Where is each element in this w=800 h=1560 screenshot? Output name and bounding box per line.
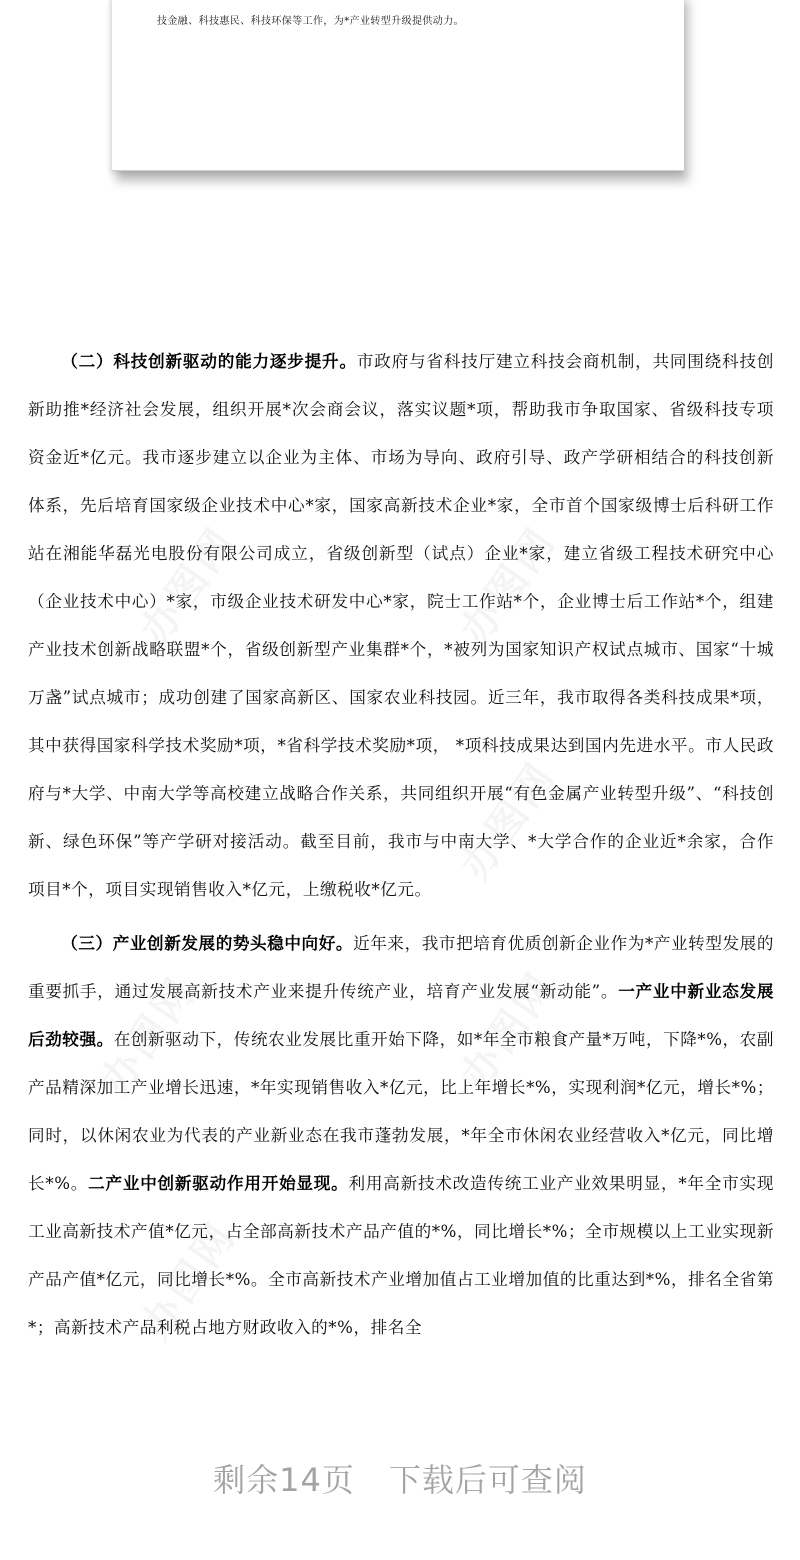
remaining-pages-count[interactable]: 剩余14页 — [213, 1461, 355, 1499]
section-2-body: 市政府与省科技厅建立科技会商机制，共同围绕科技创新助推*经济社会发展，组织开展*次会商会议，落实议题*项，帮助我市争取国家、省级科技专项资金近*亿元。我市逐步建立以企业为主体、市场为导向、政府引导、政产学研相结合的科技创新体系，先后培育国家级企业技术中心*家，国家高新技术企业*家，全市首个国家级博士后科研工作站在湘能华磊光电股份有限公司成立，省级创新型（试点）企业*家，建立省级工程技术研究中心（企业技术中心）*家，市级企业技术研发中心*家，院士工作站*个，企业博士后工作站*个，组建产业技术创新战略联盟*个，省级创新型产业集群*个，*被列为国家知识产权试点城市、国家“十城万盏”试点城市；成功创建了国家高新区、国家农业科技园。近三年，我市取得各类科技成果*项，其中获得国家科学技术奖励*项，*省科学技术奖励*项， *项科技成果达到国内先进水平。市人民政府与*大学、中南大学等高校建立战略合作关系，共同组织开展“有色金属产业转型升级”、“科技创新、绿色环保”等产学研对接活动。截至目前，我市与中南大学、*大学合作的企业近*余家，合作项目*个，项目实现销售收入*亿元，上缴税收*亿元。 — [28, 352, 774, 899]
section-3-paragraph — [28, 920, 774, 1352]
section-2-paragraph — [28, 338, 774, 914]
section-3-subheading-primary-industry: 一产业中新业态发展后劲较强。 — [28, 982, 774, 1049]
document-body — [28, 338, 774, 1352]
section-3-body-secondary-industry: 利用高新技术改造传统工业产业效果明显，*年全市实现工业高新技术产值*亿元，占全部高新技术产品产值的*%，同比增长*%；全市规模以上工业实现新产品产值*亿元，同比增长*%。全市高新技术产业增加值占工业增加值的比重达到*%，排名全省第*；高新技术产品利税占地方财政收入的*%，排名全 — [28, 1174, 775, 1337]
previous-page-card — [112, 0, 684, 171]
section-2-heading: （二）科技创新驱动的能力逐步提升。 — [61, 352, 357, 371]
section-3-body-primary-industry: 在创新驱动下，传统农业发展比重开始下降，如*年全市粮食产量*万吨，下降*%，农副产品精深加工产业增长迅速，*年实现销售收入*亿元，比上年增长*%，实现利润*亿元，增长*%；同时，以休闲农业为代表的产业新业态在我市蓬勃发展，*年全市休闲农业经营收入*亿元，同比增长*%。 — [28, 1030, 775, 1193]
previous-page-last-line: 技金融、科技惠民、科技环保等工作，为*产业转型升级提供动力。 — [157, 16, 464, 27]
section-3-subheading-secondary-industry: 二产业中创新驱动作用开始显现。 — [88, 1174, 349, 1193]
remaining-pages-prompt[interactable] — [0, 1455, 800, 1501]
download-hint[interactable]: 下载后可查阅 — [388, 1461, 587, 1499]
section-3-heading: （三）产业创新发展的势头稳中向好。 — [61, 934, 354, 953]
section-3-body-intro: 近年来，我市把培育优质创新企业作为*产业转型发展的重要抓手，通过发展高新技术产业来提升传统产业，培育产业发展“新动能”。 — [28, 934, 774, 1001]
